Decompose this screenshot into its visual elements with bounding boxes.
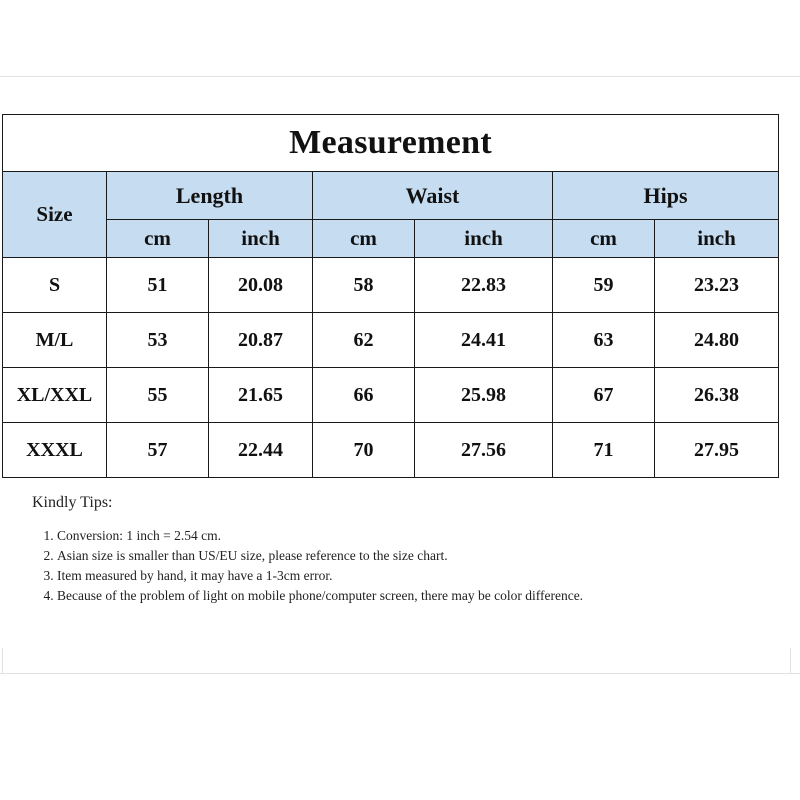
hips-cm-cell: 71	[553, 423, 655, 478]
length-header: Length	[107, 172, 313, 220]
bottom-divider	[0, 673, 800, 674]
waist-inch-cell: 24.41	[415, 313, 553, 368]
length-cm-cell: 53	[107, 313, 209, 368]
right-edge-line	[790, 648, 791, 674]
measurement-table	[2, 114, 779, 478]
table-row	[3, 258, 779, 313]
hips-inch-cell: 26.38	[655, 368, 779, 423]
waist-inch-cell: 25.98	[415, 368, 553, 423]
size-column-header: Size	[3, 172, 107, 258]
hips-inch-cell: 23.23	[655, 258, 779, 313]
length-cm-header: cm	[107, 220, 209, 258]
length-cm-cell: 57	[107, 423, 209, 478]
hips-header: Hips	[553, 172, 779, 220]
tips-title: Kindly Tips:	[32, 494, 113, 511]
list-item: 2. Asian size is smaller than US/EU size, please reference to the size chart.	[57, 546, 622, 566]
tips-list	[32, 526, 622, 606]
table-row	[3, 313, 779, 368]
length-inch-cell: 22.44	[209, 423, 313, 478]
size-cell: S	[3, 258, 107, 313]
length-inch-cell: 21.65	[209, 368, 313, 423]
list-item: 4. Because of the problem of light on mobile phone/computer screen, there may be color difference.	[57, 586, 622, 606]
table-row	[3, 423, 779, 478]
length-cm-cell: 51	[107, 258, 209, 313]
length-inch-header: inch	[209, 220, 313, 258]
waist-cm-cell: 70	[313, 423, 415, 478]
left-edge-line	[2, 648, 3, 674]
hips-inch-cell: 24.80	[655, 313, 779, 368]
table-title: Measurement	[3, 115, 779, 172]
list-item: 1. Conversion: 1 inch = 2.54 cm.	[57, 526, 622, 546]
top-divider	[0, 76, 800, 77]
size-cell: M/L	[3, 313, 107, 368]
waist-cm-header: cm	[313, 220, 415, 258]
hips-cm-cell: 59	[553, 258, 655, 313]
table-row	[3, 368, 779, 423]
length-inch-cell: 20.08	[209, 258, 313, 313]
list-item: 3. Item measured by hand, it may have a 1-3cm error.	[57, 566, 622, 586]
hips-inch-cell: 27.95	[655, 423, 779, 478]
waist-inch-cell: 22.83	[415, 258, 553, 313]
waist-header: Waist	[313, 172, 553, 220]
hips-inch-header: inch	[655, 220, 779, 258]
waist-inch-header: inch	[415, 220, 553, 258]
waist-inch-cell: 27.56	[415, 423, 553, 478]
waist-cm-cell: 58	[313, 258, 415, 313]
waist-cm-cell: 66	[313, 368, 415, 423]
size-cell: XL/XXL	[3, 368, 107, 423]
size-cell: XXXL	[3, 423, 107, 478]
length-inch-cell: 20.87	[209, 313, 313, 368]
tips-section	[32, 494, 622, 606]
hips-cm-cell: 67	[553, 368, 655, 423]
length-cm-cell: 55	[107, 368, 209, 423]
hips-cm-header: cm	[553, 220, 655, 258]
hips-cm-cell: 63	[553, 313, 655, 368]
waist-cm-cell: 62	[313, 313, 415, 368]
